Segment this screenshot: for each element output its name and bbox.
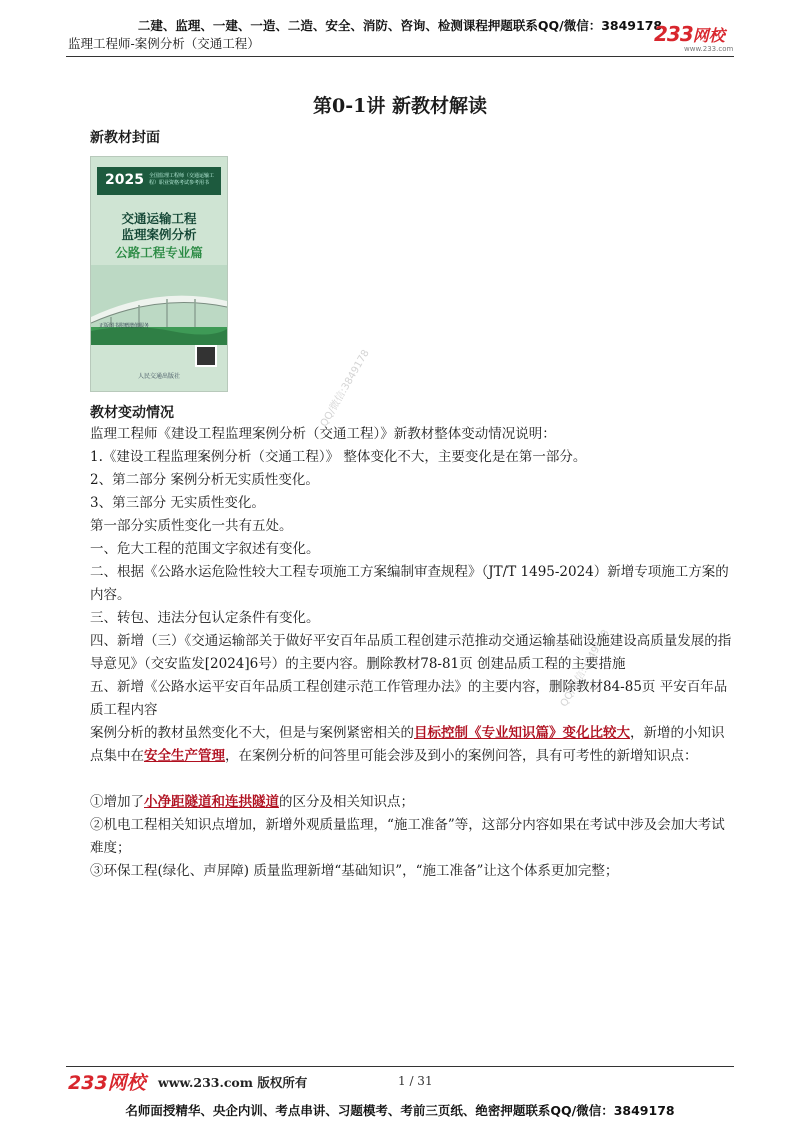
- paragraph: 监理工程师《建设工程监理案例分析（交通工程）》新教材整体变动情况说明：: [90, 426, 556, 442]
- paragraph: 三、转包、违法分包认定条件有变化。: [90, 610, 320, 626]
- cover-badge: 正版图书附赠增值服务: [99, 323, 150, 329]
- point1-post: 的区分及相关知识点；: [279, 794, 414, 810]
- footer-logo: 233网校: [68, 1072, 146, 1094]
- highlight-tunnels: 小净距隧道和连拱隧道: [144, 794, 279, 810]
- point-2: ②机电工程相关知识点增加，新增外观质量监理，“施工准备”等，这部分内容如果在考试中涉及会加大考试难度；: [90, 817, 725, 856]
- paragraph: 四、新增（三）《交通运输部关于做好平安百年品质工程创建示范推动交通运输基础设施建设高质量发展的指导意见》（交安监发[2024]6号）的主要内容。删除教材78-81页 创建品质工程的主要措施: [90, 633, 732, 672]
- brand-logo: [654, 22, 736, 56]
- case-text-mid: ，新增的小知识点集中在: [90, 725, 725, 764]
- paragraph: 1.《建设工程监理案例分析（交通工程）》 整体变化不大，主要变化是在第一部分。: [90, 449, 587, 465]
- cover-publisher: 人民交通出版社: [137, 373, 180, 380]
- cover-title-line1: 交通运输工程: [121, 211, 197, 226]
- changes-heading: 教材变动情况: [90, 405, 174, 421]
- page-number: 1 / 31: [398, 1074, 433, 1088]
- book-cover-image: [90, 156, 228, 392]
- header-promo: 二建、监理、一建、一造、二造、安全、消防、咨询、检测课程押题联系QQ/微信：3849178: [137, 18, 663, 33]
- highlight-professional-knowledge: 目标控制《专业知识篇》变化比较大: [414, 725, 630, 741]
- qr-code-icon: [195, 345, 217, 367]
- logo-number: 233: [654, 22, 693, 46]
- case-paragraph: [90, 722, 736, 768]
- paragraph: 五、新增《公路水运平安百年品质工程创建示范工作管理办法》的主要内容，删除教材84-85页 平安百年品质工程内容: [90, 679, 728, 718]
- watermark: QQ/微信:3849178: [318, 348, 372, 429]
- logo-text: 网校: [692, 26, 725, 45]
- footer-site: www.233.com 版权所有: [158, 1075, 308, 1090]
- header-divider: [66, 56, 734, 57]
- point-3: ③环保工程(绿化、声屏障) 质量监理新增“基础知识”，“施工准备”让这个体系更加完整；: [90, 863, 619, 879]
- paragraph: 第一部分实质性变化一共有五处。: [90, 518, 293, 534]
- cover-year: 2025: [105, 172, 144, 188]
- case-text-post: ，在案例分析的问答里可能会涉及到小的案例问答，具有可考性的新增知识点：: [225, 748, 698, 764]
- case-text-pre: 案例分析的教材虽然变化不大，但是与案例紧密相关的: [90, 725, 414, 741]
- paragraph: 3、第三部分 无实质性变化。: [90, 495, 265, 511]
- page-title: 第0-1讲 新教材解读: [313, 95, 487, 117]
- logo-url: www.233.com: [684, 45, 734, 53]
- cover-top-band: [97, 167, 221, 195]
- paragraph: 一、危大工程的范围文字叙述有变化。: [90, 541, 320, 557]
- cover-title-line2: 监理案例分析: [121, 227, 197, 242]
- watermark: QQ/微信:3849178: [558, 628, 612, 709]
- paragraph: 二、根据《公路水运危险性较大工程专项施工方案编制审查规程》（JT/T 1495-2024）新增专项施工方案的内容。: [90, 564, 729, 603]
- footer-promo: 名师面授精华、央企内训、考点串讲、习题模考、考前三页纸、绝密押题联系QQ/微信：3849178: [125, 1103, 675, 1118]
- paragraph: 2、第二部分 案例分析无实质性变化。: [90, 472, 319, 488]
- header-subtitle: 监理工程师-案例分析（交通工程）: [68, 36, 260, 51]
- highlight-safety-management: 安全生产管理: [144, 748, 225, 764]
- footer-divider: [66, 1066, 734, 1067]
- cover-series: 全国监理工程师（交通运输工程）职业资格考试参考用书: [149, 173, 215, 186]
- cover-bridge-illustration: [91, 265, 227, 345]
- cover-heading: 新教材封面: [90, 130, 160, 146]
- point-1: [90, 791, 736, 814]
- point1-pre: ①增加了: [90, 794, 144, 810]
- cover-title-line3: 公路工程专业篇: [115, 245, 203, 260]
